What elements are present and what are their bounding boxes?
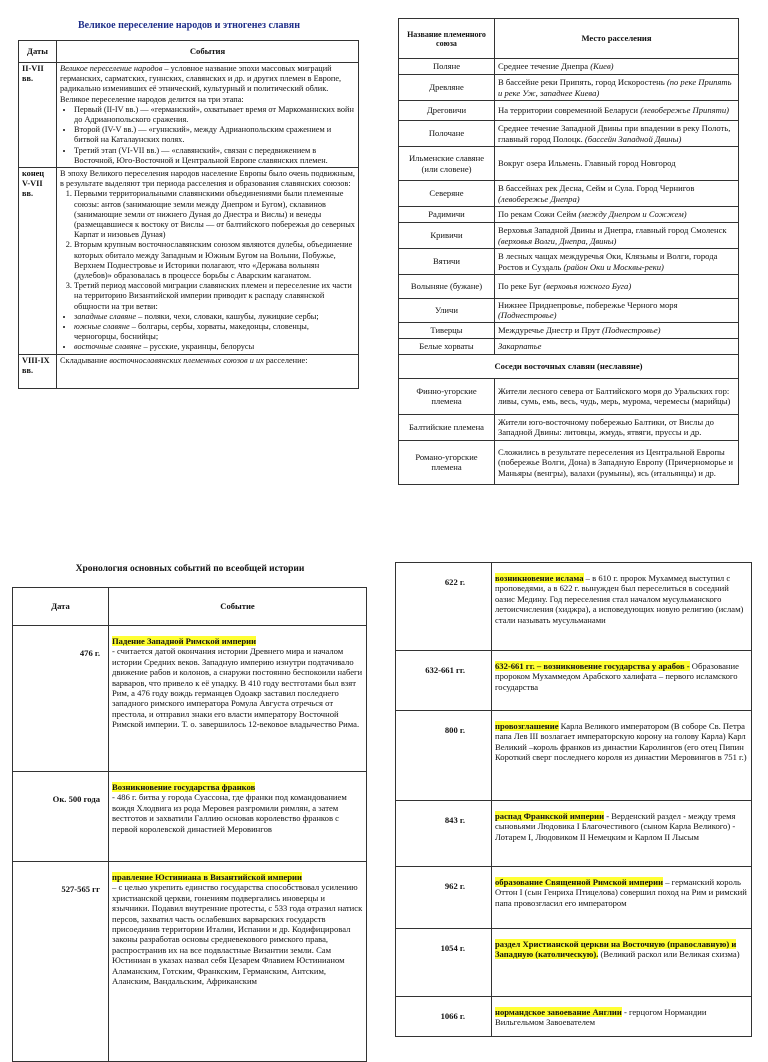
- table-row: [399, 338, 739, 354]
- place-note: (по реке Припять и реке Уж, западнее Киева): [498, 77, 732, 98]
- place-note: (бассейн Западной Двины): [584, 133, 682, 144]
- place-note: (верховья южного Буга): [543, 281, 632, 292]
- table-row: [399, 299, 739, 323]
- table-row: [399, 101, 739, 121]
- tribe-name: Уличи: [399, 299, 495, 323]
- event-desc: - 486 г. битва у города Суассона, где франки под командованием вождя Хлодвига из рода Меровея разгромили римлян, а затем вестготов и захватили Галлию основав королевство франков с первой королевской династией Меровингов: [112, 792, 347, 834]
- neighbor-text: Жители лесного севера от Балтийского моря до Уральских гор: ливы, сумь, емь, весь, чудь, мерь, мурома, черемесы (марийцы): [495, 378, 739, 414]
- tribe-place: [495, 275, 739, 299]
- table-row: [396, 563, 752, 651]
- event-date: 962 г.: [396, 867, 492, 929]
- tribe-place: [495, 181, 739, 207]
- table-row: [396, 929, 752, 997]
- tribe-name: Древляне: [399, 75, 495, 101]
- row-text: [57, 168, 359, 355]
- text: Складывание: [60, 355, 110, 365]
- event-head: 632-661 гг. – возникновение государства у арабов -: [495, 661, 690, 671]
- text: В эпоху Великого переселения народов население Европы было очень подвижным, в результате выделяют три периода расселения и образования славянских союзов:: [60, 169, 356, 189]
- tribe-name: Белые хорваты: [399, 338, 495, 354]
- event-text: [109, 772, 367, 862]
- chronology-table-continued: [395, 562, 752, 1037]
- place-text: По реке Буг: [498, 281, 544, 292]
- row-text: [57, 354, 359, 388]
- place-text: Среднее течение Западной Двины при впадении в реку Полоть, главный город Полоцк.: [498, 123, 731, 144]
- row-date: VIII-IX вв.: [19, 354, 57, 388]
- col-header-event: Событие: [109, 588, 367, 626]
- panel-title: Великое переселение народов и этногенез славян: [78, 20, 300, 31]
- table-row: [13, 862, 367, 1062]
- tribe-name: Дреговичи: [399, 101, 495, 121]
- tribe-place: [495, 75, 739, 101]
- place-text: Среднее течение Днепра: [498, 61, 591, 72]
- place-note: Закарпатье: [498, 341, 542, 352]
- event-desc: - герцогом Нормандии Вильгельмом Завоевателем: [495, 1007, 707, 1028]
- event-text: [492, 563, 752, 651]
- neighbor-text: Жители юго-восточному побережью Балтики, от Вислы до Западной Двины: литовцы, жмудь, ятвяги, пруссы и др.: [495, 414, 739, 440]
- place-note: (Поднестровье): [498, 310, 557, 321]
- place-text: Вокруг озера Ильмень. Главный город Новгород: [498, 158, 676, 169]
- list-item: 2. Вторым крупным восточнославянским союзом являются дулебы, объединение которых обитало между Западным и Южным Бугом на Волыни, Побужье, Верхнем Поднестровье и Историки полагают, что «Держава волынян (дулебов)» образовалась в процессе борьбы с Аварским каганатом.: [74, 240, 355, 281]
- event-head: распад Франкской империи: [495, 811, 605, 821]
- list-item: [74, 312, 355, 322]
- term: Великое переселение народов: [60, 64, 163, 73]
- list-item: 1. Первыми территориальными славянскими объединениями были племенные союзы: антов (занимающие земли между Днепром и Бугом), склавинов (занимающие земли от нижнего Дуная до Днестра и Вислы) и венеды (размещавшиеся к востоку от Вислы — от балтийского побережья до северных Карпат и низовьев Дуная): [74, 189, 355, 240]
- row-text: [57, 63, 359, 168]
- event-desc: - считается датой окончания истории Древнего мира и началом истории Средних веков. Западную империю изнутри подтачивало движение рабов и колонов, а снаружи постоянно беспокоили набеги варваров, что привело к её упадку. В 410 году вестготами был взят Рим, а 476 году вождь германцев Одоакр заставил последнего западного римского императора Ромула Августа отречься от престола, и отправил знаки его власти императору Восточной Римской империи. Т. о. завершилось 12-вековое владычество Рима.: [112, 646, 363, 730]
- table-row: [399, 223, 739, 249]
- tribe-name: Северяне: [399, 181, 495, 207]
- tribe-place: [495, 207, 739, 223]
- event-head: нормандское завоевание Англии: [495, 1007, 622, 1017]
- place-text: В бассейнах рек Десна, Сейм и Сула. Город Чернигов: [498, 183, 695, 194]
- event-desc: – германский король Оттон I (сын Генриха Птицелова) совершил поход на Рим и римский папа провозгласил его императором: [495, 877, 747, 908]
- term: южные славяне: [74, 322, 130, 332]
- event-desc: Карла Великого императором (В соборе Св. Петра папа Лев III возлагает императорскую корону на голову Карла) Карл Великий –король франков из династии Каролингов (его отец Пипин Короткий сверг последнего короля из династии Меровингов в 751 г.): [495, 721, 747, 763]
- table-row: [399, 207, 739, 223]
- place-text: По рекам Сожи Сейм: [498, 209, 579, 220]
- table-row: [399, 147, 739, 181]
- neighbor-text: Сложились в результате переселения из Центральной Европы (побережье Волги, Дона) в Западную Европу (Причерноморье и Маньяры (венгры), валахи (румыны), ясь (итальянцы) и др.: [495, 440, 739, 484]
- tribe-place: [495, 322, 739, 338]
- table-row: [13, 626, 367, 772]
- col-header-date: Дата: [13, 588, 109, 626]
- table-row: [396, 711, 752, 801]
- tribe-place: [495, 223, 739, 249]
- list-item: [74, 342, 355, 352]
- table-row: [396, 997, 752, 1037]
- panel-ethnogenesis: [18, 12, 360, 522]
- event-date: 632-661 гг.: [396, 651, 492, 711]
- col-header-place: Место расселения: [495, 19, 739, 59]
- event-date: 622 г.: [396, 563, 492, 651]
- table-row: [399, 75, 739, 101]
- event-date: 527-565 гг: [13, 862, 109, 1062]
- event-date: 1066 г.: [396, 997, 492, 1037]
- tribe-place: [495, 338, 739, 354]
- neighbor-name: Романо-угорские племена: [399, 440, 495, 484]
- panel-chronology: [12, 556, 368, 1024]
- event-text: [492, 929, 752, 997]
- list-item: • Первый (II-IV вв.) — «германский», охватывает время от Маркоманнских войн до Адрианопольского сражения.: [74, 105, 355, 125]
- place-note: (левобережье Припяти): [640, 105, 729, 116]
- event-head: Падение Западной Римской империи: [112, 636, 257, 646]
- place-note: (Киев): [590, 61, 614, 72]
- list-item: • Второй (IV-V вв.) — «гуннский», между Адрианопольским сражением и битвой на Каталаунских полях.: [74, 125, 355, 145]
- event-desc: – в 610 г. пророк Мухаммед выступил с проповедями, а в 622 г. вынужден был переселиться в соседний оазис Медину. Год переселения стал началом мусульманского летоисчисления (хиджра), а исповедующих новую религию (ислам) стали называть мусульманами: [495, 573, 744, 625]
- panel-chronology-continued: [395, 562, 753, 1028]
- table-row: [396, 867, 752, 929]
- table-row: [399, 322, 739, 338]
- table-row: [399, 378, 739, 414]
- place-text: Нижнее Приднепровье, побережье Черного моря: [498, 300, 678, 310]
- table-row: [399, 181, 739, 207]
- term: восточные славяне: [74, 342, 142, 352]
- panel-title: Хронология основных событий по всеобщей истории: [75, 564, 305, 574]
- event-head: правление Юстиниана в Византийской империи: [112, 872, 302, 882]
- term: восточнославянских племенных союзов и их: [109, 355, 264, 365]
- place-note: (Поднестровье): [602, 325, 661, 336]
- place-note: (левобережье Днепра): [498, 193, 580, 204]
- table-row: [399, 121, 739, 147]
- event-date: 843 г.: [396, 801, 492, 867]
- chronology-table: [12, 587, 367, 1062]
- event-text: [492, 801, 752, 867]
- neighbor-name: Балтийские племена: [399, 414, 495, 440]
- table-row: [13, 772, 367, 862]
- place-note: (район Оки и Москвы-реки): [563, 261, 664, 272]
- event-head: провозглашение: [495, 721, 559, 731]
- event-date: Ок. 500 года: [13, 772, 109, 862]
- text: – поляки, чехи, словаки, кашубы, лужицкие сербы;: [136, 311, 319, 321]
- event-head: раздел Христианской церкви на Восточную (православную) и Западную (католическую).: [495, 939, 737, 960]
- event-text: [109, 862, 367, 1062]
- event-head: возникновение ислама: [495, 573, 584, 583]
- event-desc: Образование пророком Мухаммедом Арабского халифата – первого исламского государства: [495, 661, 739, 692]
- tribe-name: Вятичи: [399, 249, 495, 275]
- tribe-place: [495, 299, 739, 323]
- event-desc: - Верденский раздел - между тремя сыновьями Людовика I Благочестивого (сыном Карла Великого) - Лотарем I, Людовиком II Немецким и Карлом II Лысым: [495, 811, 736, 842]
- event-head: Возникновение государства франков: [112, 782, 256, 792]
- tribe-name: Кривичи: [399, 223, 495, 249]
- event-desc: – с целью укрепить единство государства способствовал усилению христианской церкви, гонениям подвергались иноверцы и язычники. Подавил внутренние протесты, с 533 года отразил натиск персов, захватил часть ослабевших варварских государств присоединив территории Италии, Испании и др. Кодифицировал законы разработав основы средневекового римского права, распространив их на все подвластные Византии земли. Сам Юстиниан в указах назвал себя Цезарем Флавием Юстинианом Аламанским, Готским, Франкским, Германским, Антским, Аланским, Вандальским, Африканским: [112, 882, 363, 987]
- ethnogenesis-table: [18, 40, 359, 389]
- event-date: 476 г.: [13, 626, 109, 772]
- row-date: конец V-VII вв.: [19, 168, 57, 355]
- list-item: 3. Третий период массовой миграции славянских племен и переселение их части на территорию Византийской империи приводит к распаду славянской общности на три ветви:: [74, 281, 355, 312]
- tribe-name: Волыняне (бужане): [399, 275, 495, 299]
- event-text: [492, 997, 752, 1037]
- tribe-place: [495, 59, 739, 75]
- tribe-name: Ильменские славяне (или словене): [399, 147, 495, 181]
- place-text: В бассейне реки Припять, город Искоростень: [498, 77, 667, 88]
- event-head: образование Священной Римской империи: [495, 877, 664, 887]
- text: – условное название эпохи массовых миграций германских, сарматских, гуннских, славянских и др. и других племен в Европе, радикально изменивших её этнический, культурный и политический облик. Великое переселение народов делится на три этапа:: [60, 64, 342, 104]
- table-row: [399, 414, 739, 440]
- text: – болгары, сербы, хорваты, македонцы, словенцы, черногорцы, боснийцы;: [74, 322, 309, 342]
- place-text: В лесных чащах междуречья Оки, Клязьмы и Волги, города Ростов и Суздаль: [498, 251, 718, 272]
- tribe-place: [495, 249, 739, 275]
- table-row: [399, 249, 739, 275]
- tribe-place: [495, 121, 739, 147]
- row-date: II-VII вв.: [19, 63, 57, 168]
- table-row: [399, 275, 739, 299]
- tribe-name: Тиверцы: [399, 322, 495, 338]
- section-header: Соседи восточных славян (неславяне): [399, 354, 739, 378]
- event-text: [492, 651, 752, 711]
- place-note: (между Днепром и Сожжем): [578, 209, 687, 220]
- event-date: 1054 г.: [396, 929, 492, 997]
- table-row: [396, 651, 752, 711]
- event-desc: (Великий раскол или Великая схизма): [598, 949, 740, 960]
- event-date: 800 г.: [396, 711, 492, 801]
- list-item: • Третий этап (VI-VII вв.) — «славянский», связан с передвижением в Восточной, Юго-Восточной и Центральной Европе славянских племен.: [74, 146, 355, 166]
- place-text: На территории современной Беларуси: [498, 105, 641, 116]
- table-row: [396, 801, 752, 867]
- table-row: [399, 59, 739, 75]
- term: западные славяне: [74, 311, 137, 321]
- tribe-place: [495, 101, 739, 121]
- place-text: Верховья Западной Двины и Днепра, главный город Смоленск: [498, 225, 727, 236]
- tribe-place: [495, 147, 739, 181]
- col-header-events: События: [57, 41, 359, 63]
- text: – русские, украинцы, белорусы: [141, 342, 255, 352]
- place-text: Междуречье Днестр и Прут: [498, 325, 602, 336]
- event-text: [492, 711, 752, 801]
- tribe-name: Радимичи: [399, 207, 495, 223]
- text: расселение:: [263, 355, 308, 365]
- col-header-union: Название племенного союза: [399, 19, 495, 59]
- event-text: [109, 626, 367, 772]
- event-text: [492, 867, 752, 929]
- tribe-name: Поляне: [399, 59, 495, 75]
- place-note: (верховья Волги, Днепра, Двины): [498, 235, 617, 246]
- tribe-name: Полочане: [399, 121, 495, 147]
- neighbor-name: Финно-угорские племена: [399, 378, 495, 414]
- col-header-date: Даты: [19, 41, 57, 63]
- panel-tribes: [398, 18, 740, 508]
- table-row: [399, 440, 739, 484]
- list-item: [74, 322, 355, 342]
- tribes-table: [398, 18, 739, 485]
